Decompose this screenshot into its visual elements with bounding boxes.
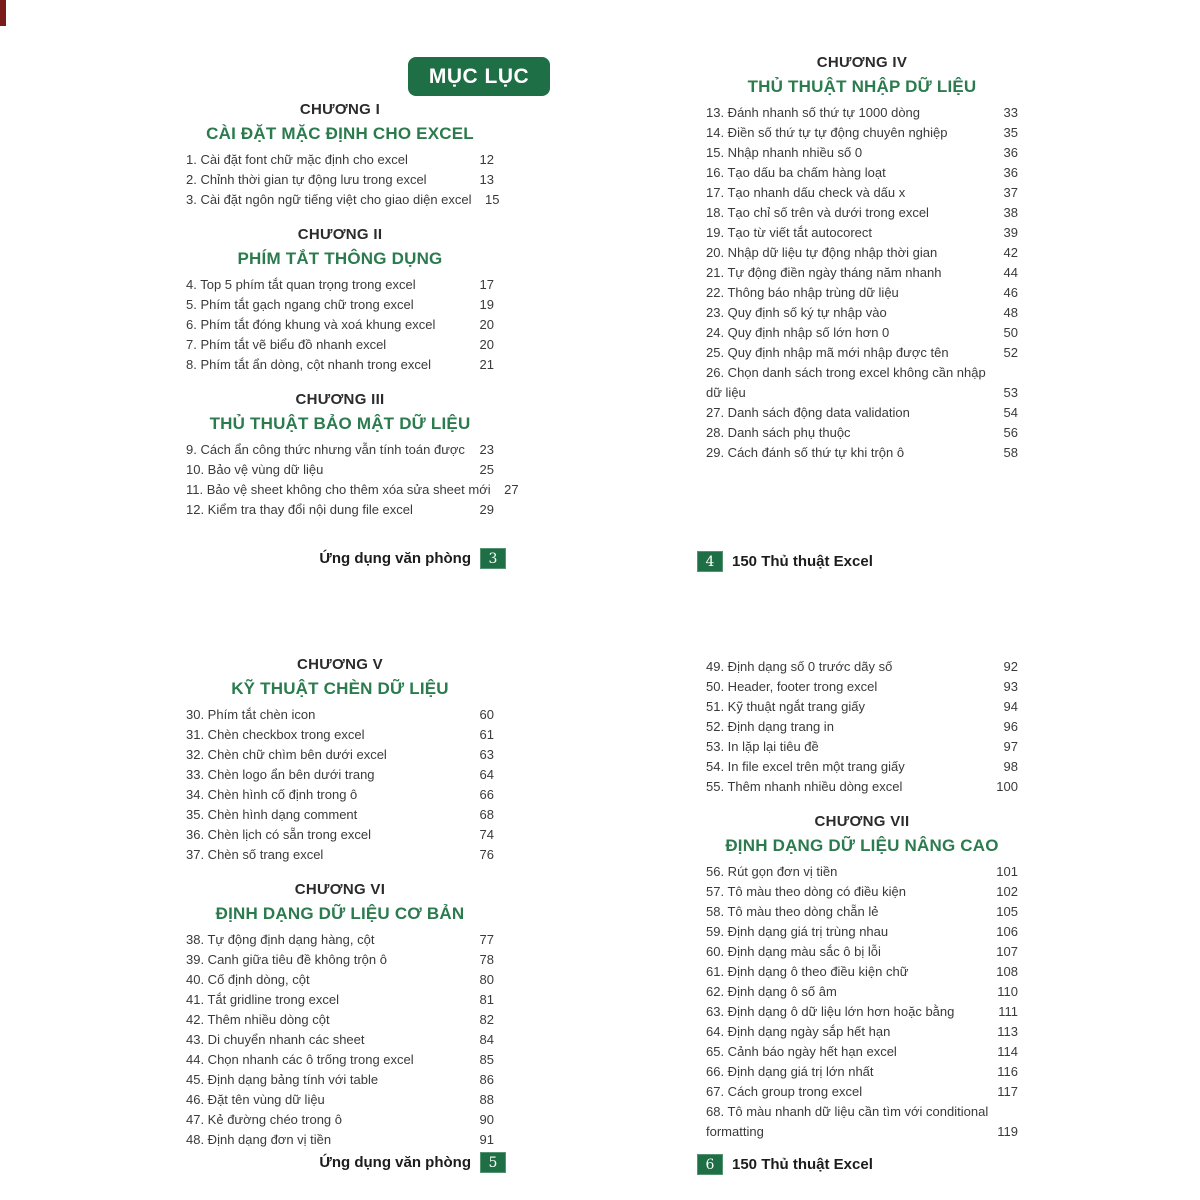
toc-entry [706, 982, 1018, 1002]
toc-entry [186, 1090, 494, 1110]
toc-entry-page-number: 97 [1003, 739, 1018, 754]
toc-entry-page-number: 85 [479, 1052, 494, 1067]
toc-entry [186, 785, 494, 805]
chapter-block [706, 53, 1018, 463]
toc-entry-page-number: 76 [479, 847, 494, 862]
toc-entry-label: 67. Cách group trong excel [706, 1084, 863, 1099]
toc-page-4 [706, 53, 1018, 478]
footer-text: Ứng dụng văn phòng [319, 550, 471, 567]
chapter-block [186, 880, 494, 1150]
toc-entry-page-number: 114 [997, 1044, 1018, 1059]
toc-entry-label: 9. Cách ẩn công thức nhưng vẫn tính toán được [186, 442, 465, 457]
toc-entry-label: 2. Chỉnh thời gian tự động lưu trong excel [186, 172, 427, 187]
toc-entry-label: 17. Tạo nhanh dấu check và dấu x [706, 185, 906, 200]
toc-entry [186, 825, 494, 845]
toc-entry-label: 57. Tô màu theo dòng có điều kiện [706, 884, 906, 899]
toc-entry [186, 745, 494, 765]
toc-entry-label: 60. Định dạng màu sắc ô bị lỗi [706, 944, 881, 959]
page-number-badge: 4 [697, 551, 723, 572]
toc-entry-label: 30. Phím tắt chèn icon [186, 707, 316, 722]
toc-entry [706, 103, 1018, 123]
toc-entry [186, 315, 494, 335]
toc-entry [706, 323, 1018, 343]
toc-entry-label: 40. Cố định dòng, cột [186, 972, 310, 987]
toc-entry-page-number: 119 [997, 1124, 1018, 1139]
chapter-block [186, 390, 519, 520]
toc-entry-label: 13. Đánh nhanh số thứ tự 1000 dòng [706, 105, 921, 120]
toc-entry-page-number: 19 [479, 297, 494, 312]
toc-entry-page-number: 52 [1003, 345, 1018, 360]
toc-entry-page-number: 20 [479, 317, 494, 332]
toc-entry [186, 440, 494, 460]
toc-entry [706, 1042, 1018, 1062]
toc-entry [706, 263, 1018, 283]
chapter-title: KỸ THUẬT CHÈN DỮ LIỆU [231, 679, 449, 698]
toc-entry-label: 20. Nhập dữ liệu tự động nhập thời gian [706, 245, 938, 260]
chapter-block [186, 225, 494, 375]
toc-entry-page-number: 116 [997, 1064, 1018, 1079]
toc-entry-label: 5. Phím tắt gạch ngang chữ trong excel [186, 297, 414, 312]
toc-entry [186, 275, 494, 295]
toc-entry [186, 480, 519, 500]
chapter-title: THỦ THUẬT NHẬP DỮ LIỆU [747, 77, 977, 96]
toc-entry-label: 64. Định dạng ngày sắp hết hạn [706, 1024, 891, 1039]
chapter-title: THỦ THUẬT BẢO MẬT DỮ LIỆU [209, 414, 471, 433]
page-footer-5 [319, 1152, 506, 1173]
chapter-number: CHƯƠNG III [295, 391, 385, 408]
toc-entry-page-number: 35 [1003, 125, 1018, 140]
toc-entry-label: 1. Cài đặt font chữ mặc định cho excel [186, 152, 408, 167]
toc-entry [706, 143, 1018, 163]
toc-entry-page-number: 77 [479, 932, 494, 947]
toc-entry-page-number: 68 [479, 807, 494, 822]
toc-entry-page-number: 44 [1003, 265, 1018, 280]
toc-entry-page-number: 56 [1003, 425, 1018, 440]
toc-entry [706, 203, 1018, 223]
toc-entry-page-number: 88 [479, 1092, 494, 1107]
toc-entry-label: 39. Canh giữa tiêu đề không trộn ô [186, 952, 387, 967]
toc-entry-page-number: 23 [479, 442, 494, 457]
chapter-block [186, 100, 500, 210]
toc-entry-page-number: 94 [1003, 699, 1018, 714]
chapter-number: CHƯƠNG II [297, 226, 383, 243]
toc-entry-label: 12. Kiểm tra thay đổi nội dung file excel [186, 502, 413, 517]
toc-entry [706, 882, 1018, 902]
toc-banner [408, 57, 550, 96]
toc-entry [186, 1010, 494, 1030]
toc-entry-page-number: 36 [1003, 165, 1018, 180]
toc-entry-label: 14. Điền số thứ tự tự động chuyên nghiệp [706, 125, 948, 140]
toc-entry [186, 170, 494, 190]
toc-entry [706, 697, 1018, 717]
toc-entry-label: 3. Cài đặt ngôn ngữ tiếng việt cho giao diện excel [186, 192, 472, 207]
toc-entry-label: 15. Nhập nhanh nhiều số 0 [706, 145, 863, 160]
toc-list [186, 440, 519, 520]
toc-entry-label: 34. Chèn hình cố định trong ô [186, 787, 358, 802]
toc-entry-label: 46. Đặt tên vùng dữ liệu [186, 1092, 325, 1107]
toc-entry-label: 16. Tạo dấu ba chấm hàng loạt [706, 165, 886, 180]
toc-entry-page-number: 66 [479, 787, 494, 802]
toc-entry-label: 65. Cảnh báo ngày hết hạn excel [706, 1044, 897, 1059]
toc-entry-page-number: 106 [996, 924, 1018, 939]
toc-entry-label: 42. Thêm nhiều dòng cột [186, 1012, 330, 1027]
toc-entry-label: 38. Tự động định dạng hàng, cột [186, 932, 375, 947]
toc-entry [706, 1062, 1018, 1082]
toc-entry [186, 1110, 494, 1130]
toc-entry-page-number: 113 [997, 1024, 1018, 1039]
toc-entry-page-number: 61 [479, 727, 494, 742]
toc-entry-label: 50. Header, footer trong excel [706, 679, 878, 694]
toc-entry-label: 4. Top 5 phím tắt quan trọng trong excel [186, 277, 416, 292]
toc-entry-label: 41. Tắt gridline trong excel [186, 992, 339, 1007]
toc-entry [706, 243, 1018, 263]
toc-entry-page-number: 86 [479, 1072, 494, 1087]
toc-entry-page-number: 110 [997, 984, 1018, 999]
toc-entry [706, 343, 1018, 363]
toc-entry [706, 902, 1018, 922]
toc-banner-label: MỤC LỤC [428, 64, 530, 88]
toc-entry-label: 56. Rút gọn đơn vị tiền [706, 864, 838, 879]
toc-entry-label: 49. Định dạng số 0 trước dãy số [706, 659, 893, 674]
toc-entry [186, 1130, 494, 1150]
toc-entry-page-number: 13 [479, 172, 494, 187]
toc-entry [706, 1082, 1018, 1102]
toc-entry [706, 123, 1018, 143]
chapter-number: CHƯƠNG VI [294, 881, 386, 898]
toc-entry-page-number: 74 [479, 827, 494, 842]
toc-entry-label: 25. Quy định nhập mã mới nhập được tên [706, 345, 949, 360]
toc-entry-page-number: 38 [1003, 205, 1018, 220]
toc-entry-label: 11. Bảo vệ sheet không cho thêm xóa sửa sheet mới [186, 482, 491, 497]
toc-entry-page-number: 60 [479, 707, 494, 722]
toc-entry-page-number: 100 [996, 779, 1018, 794]
toc-entry-label: 6. Phím tắt đóng khung và xoá khung excel [186, 317, 436, 332]
toc-entry [706, 757, 1018, 777]
toc-entry-page-number: 50 [1003, 325, 1018, 340]
toc-entry [186, 765, 494, 785]
toc-entry-page-number: 92 [1003, 659, 1018, 674]
toc-entry-page-number: 42 [1003, 245, 1018, 260]
toc-entry-page-number: 111 [998, 1004, 1018, 1019]
toc-entry [706, 1002, 1018, 1022]
toc-entry-page-number: 90 [479, 1112, 494, 1127]
chapter-block [706, 657, 1018, 797]
toc-entry-page-number: 107 [996, 944, 1018, 959]
toc-entry [706, 1022, 1018, 1042]
toc-entry [706, 942, 1018, 962]
toc-entry-page-number: 15 [485, 192, 500, 207]
toc-entry-page-number: 81 [479, 992, 494, 1007]
page-footer-6 [697, 1154, 873, 1175]
toc-entry-page-number: 91 [479, 1132, 494, 1147]
toc-entry [706, 737, 1018, 757]
toc-entry [706, 1102, 1018, 1142]
toc-entry-page-number: 29 [479, 502, 494, 517]
toc-entry-label: 27. Danh sách động data validation [706, 405, 910, 420]
page-number-badge: 3 [480, 548, 506, 569]
footer-text: 150 Thủ thuật Excel [732, 553, 873, 570]
page-edge-mark [0, 0, 6, 26]
toc-entry-label: 8. Phím tắt ẩn dòng, cột nhanh trong excel [186, 357, 431, 372]
toc-entry-label: 62. Định dạng ô số âm [706, 984, 837, 999]
toc-entry-label: 31. Chèn checkbox trong excel [186, 727, 365, 742]
toc-entry [706, 363, 1018, 403]
toc-entry [186, 460, 494, 480]
toc-entry-label: 59. Định dạng giá trị trùng nhau [706, 924, 889, 939]
toc-entry-page-number: 48 [1003, 305, 1018, 320]
toc-entry [186, 295, 494, 315]
toc-entry-page-number: 102 [996, 884, 1018, 899]
toc-entry-label: 21. Tự động điền ngày tháng năm nhanh [706, 265, 942, 280]
toc-entry-page-number: 63 [479, 747, 494, 762]
toc-entry [706, 223, 1018, 243]
toc-entry-label: 55. Thêm nhanh nhiều dòng excel [706, 779, 903, 794]
toc-entry [186, 1030, 494, 1050]
toc-entry-page-number: 33 [1003, 105, 1018, 120]
toc-entry-label: 26. Chọn danh sách trong excel không cần nhập dữ liệu [706, 365, 986, 400]
toc-entry [706, 862, 1018, 882]
toc-entry [186, 1070, 494, 1090]
toc-entry-label: 68. Tô màu nhanh dữ liệu cần tìm với conditional formatting [706, 1104, 989, 1139]
toc-page-5 [186, 655, 494, 1165]
toc-entry-page-number: 64 [479, 767, 494, 782]
toc-page-6 [706, 657, 1018, 1157]
toc-entry [186, 335, 494, 355]
toc-entry-label: 33. Chèn logo ẩn bên dưới trang [186, 767, 375, 782]
toc-entry-page-number: 27 [504, 482, 519, 497]
toc-entry-page-number: 98 [1003, 759, 1018, 774]
toc-entry-label: 28. Danh sách phụ thuộc [706, 425, 851, 440]
chapter-number: CHƯƠNG I [299, 101, 381, 118]
toc-entry [186, 950, 494, 970]
toc-entry-label: 23. Quy định số ký tự nhập vào [706, 305, 887, 320]
toc-entry-label: 45. Định dạng bảng tính với table [186, 1072, 379, 1087]
toc-entry-page-number: 25 [479, 462, 494, 477]
toc-entry [706, 443, 1018, 463]
toc-page-3 [186, 100, 519, 535]
toc-entry-page-number: 39 [1003, 225, 1018, 240]
toc-entry-page-number: 93 [1003, 679, 1018, 694]
toc-entry-page-number: 36 [1003, 145, 1018, 160]
toc-entry-page-number: 117 [997, 1084, 1018, 1099]
toc-entry-label: 10. Bảo vệ vùng dữ liệu [186, 462, 324, 477]
toc-entry-page-number: 96 [1003, 719, 1018, 734]
toc-entry [186, 1050, 494, 1070]
toc-entry [186, 805, 494, 825]
toc-entry [706, 677, 1018, 697]
toc-entry-label: 52. Định dạng trang in [706, 719, 834, 734]
toc-entry [706, 657, 1018, 677]
toc-entry [186, 355, 494, 375]
toc-list [706, 103, 1018, 463]
toc-entry [706, 962, 1018, 982]
toc-entry-page-number: 80 [479, 972, 494, 987]
toc-entry-label: 7. Phím tắt vẽ biểu đồ nhanh excel [186, 337, 387, 352]
toc-entry-page-number: 17 [479, 277, 494, 292]
footer-text: 150 Thủ thuật Excel [732, 1156, 873, 1173]
chapter-title: PHÍM TẮT THÔNG DỤNG [237, 249, 443, 268]
footer-text: Ứng dụng văn phòng [319, 1154, 471, 1171]
toc-entry [186, 930, 494, 950]
toc-entry [706, 183, 1018, 203]
chapter-number: CHƯƠNG IV [816, 54, 908, 71]
toc-entry-page-number: 84 [479, 1032, 494, 1047]
toc-entry [186, 705, 494, 725]
page-footer-3 [319, 548, 506, 569]
toc-list [186, 930, 494, 1150]
toc-entry [706, 403, 1018, 423]
toc-entry-page-number: 108 [996, 964, 1018, 979]
page-number-badge: 6 [697, 1154, 723, 1175]
chapter-number: CHƯƠNG V [297, 656, 383, 673]
toc-entry-page-number: 46 [1003, 285, 1018, 300]
toc-entry-label: 22. Thông báo nhập trùng dữ liệu [706, 285, 899, 300]
toc-entry [706, 283, 1018, 303]
toc-entry-label: 66. Định dạng giá trị lớn nhất [706, 1064, 874, 1079]
toc-entry-label: 36. Chèn lịch có sẵn trong excel [186, 827, 371, 842]
toc-entry-page-number: 105 [996, 904, 1018, 919]
toc-entry-label: 47. Kẻ đường chéo trong ô [186, 1112, 342, 1127]
toc-entry-label: 18. Tạo chỉ số trên và dưới trong excel [706, 205, 929, 220]
toc-entry [186, 970, 494, 990]
toc-entry [186, 500, 494, 520]
toc-entry-label: 54. In file excel trên một trang giấy [706, 759, 905, 774]
toc-entry [186, 725, 494, 745]
chapter-title: ĐỊNH DẠNG DỮ LIỆU CƠ BẢN [215, 904, 465, 923]
toc-list [186, 705, 494, 865]
toc-list [186, 150, 500, 210]
toc-list [186, 275, 494, 375]
toc-entry-page-number: 12 [479, 152, 494, 167]
toc-list [706, 862, 1018, 1142]
toc-entry-label: 48. Định dạng đơn vị tiền [186, 1132, 332, 1147]
toc-entry-label: 61. Định dạng ô theo điều kiện chữ [706, 964, 909, 979]
page-footer-4 [697, 551, 873, 572]
toc-entry-page-number: 82 [479, 1012, 494, 1027]
toc-entry-label: 44. Chọn nhanh các ô trống trong excel [186, 1052, 414, 1067]
chapter-title: CÀI ĐẶT MẶC ĐỊNH CHO EXCEL [206, 124, 474, 143]
toc-entry [706, 303, 1018, 323]
toc-entry [706, 717, 1018, 737]
toc-entry-label: 19. Tạo từ viết tắt autocorect [706, 225, 872, 240]
chapter-number: CHƯƠNG VII [814, 813, 910, 830]
toc-entry [186, 190, 500, 210]
toc-entry-label: 37. Chèn số trang excel [186, 847, 324, 862]
toc-entry [706, 777, 1018, 797]
toc-entry-page-number: 101 [996, 864, 1018, 879]
toc-entry [706, 922, 1018, 942]
page-number-badge: 5 [480, 1152, 506, 1173]
toc-entry-label: 58. Tô màu theo dòng chẵn lẻ [706, 904, 879, 919]
toc-entry-label: 35. Chèn hình dạng comment [186, 807, 358, 822]
toc-entry-page-number: 21 [479, 357, 494, 372]
toc-entry-label: 24. Quy định nhập số lớn hơn 0 [706, 325, 890, 340]
toc-entry [706, 163, 1018, 183]
toc-entry-label: 53. In lặp lại tiêu đề [706, 739, 819, 754]
toc-entry-page-number: 53 [1003, 385, 1018, 400]
chapter-title: ĐỊNH DẠNG DỮ LIỆU NÂNG CAO [725, 836, 999, 855]
chapter-block [706, 812, 1018, 1142]
toc-entry-label: 29. Cách đánh số thứ tự khi trộn ô [706, 445, 905, 460]
toc-entry [186, 990, 494, 1010]
toc-entry-page-number: 20 [479, 337, 494, 352]
chapter-block [186, 655, 494, 865]
toc-list [706, 657, 1018, 797]
toc-entry-page-number: 58 [1003, 445, 1018, 460]
toc-entry-page-number: 54 [1003, 405, 1018, 420]
toc-entry-label: 63. Định dạng ô dữ liệu lớn hơn hoặc bằng [706, 1004, 955, 1019]
toc-entry-label: 43. Di chuyển nhanh các sheet [186, 1032, 365, 1047]
toc-entry-page-number: 78 [479, 952, 494, 967]
toc-entry [186, 845, 494, 865]
toc-entry [186, 150, 494, 170]
toc-entry [706, 423, 1018, 443]
toc-entry-label: 51. Kỹ thuật ngắt trang giấy [706, 699, 865, 714]
toc-entry-page-number: 37 [1003, 185, 1018, 200]
toc-entry-label: 32. Chèn chữ chìm bên dưới excel [186, 747, 387, 762]
